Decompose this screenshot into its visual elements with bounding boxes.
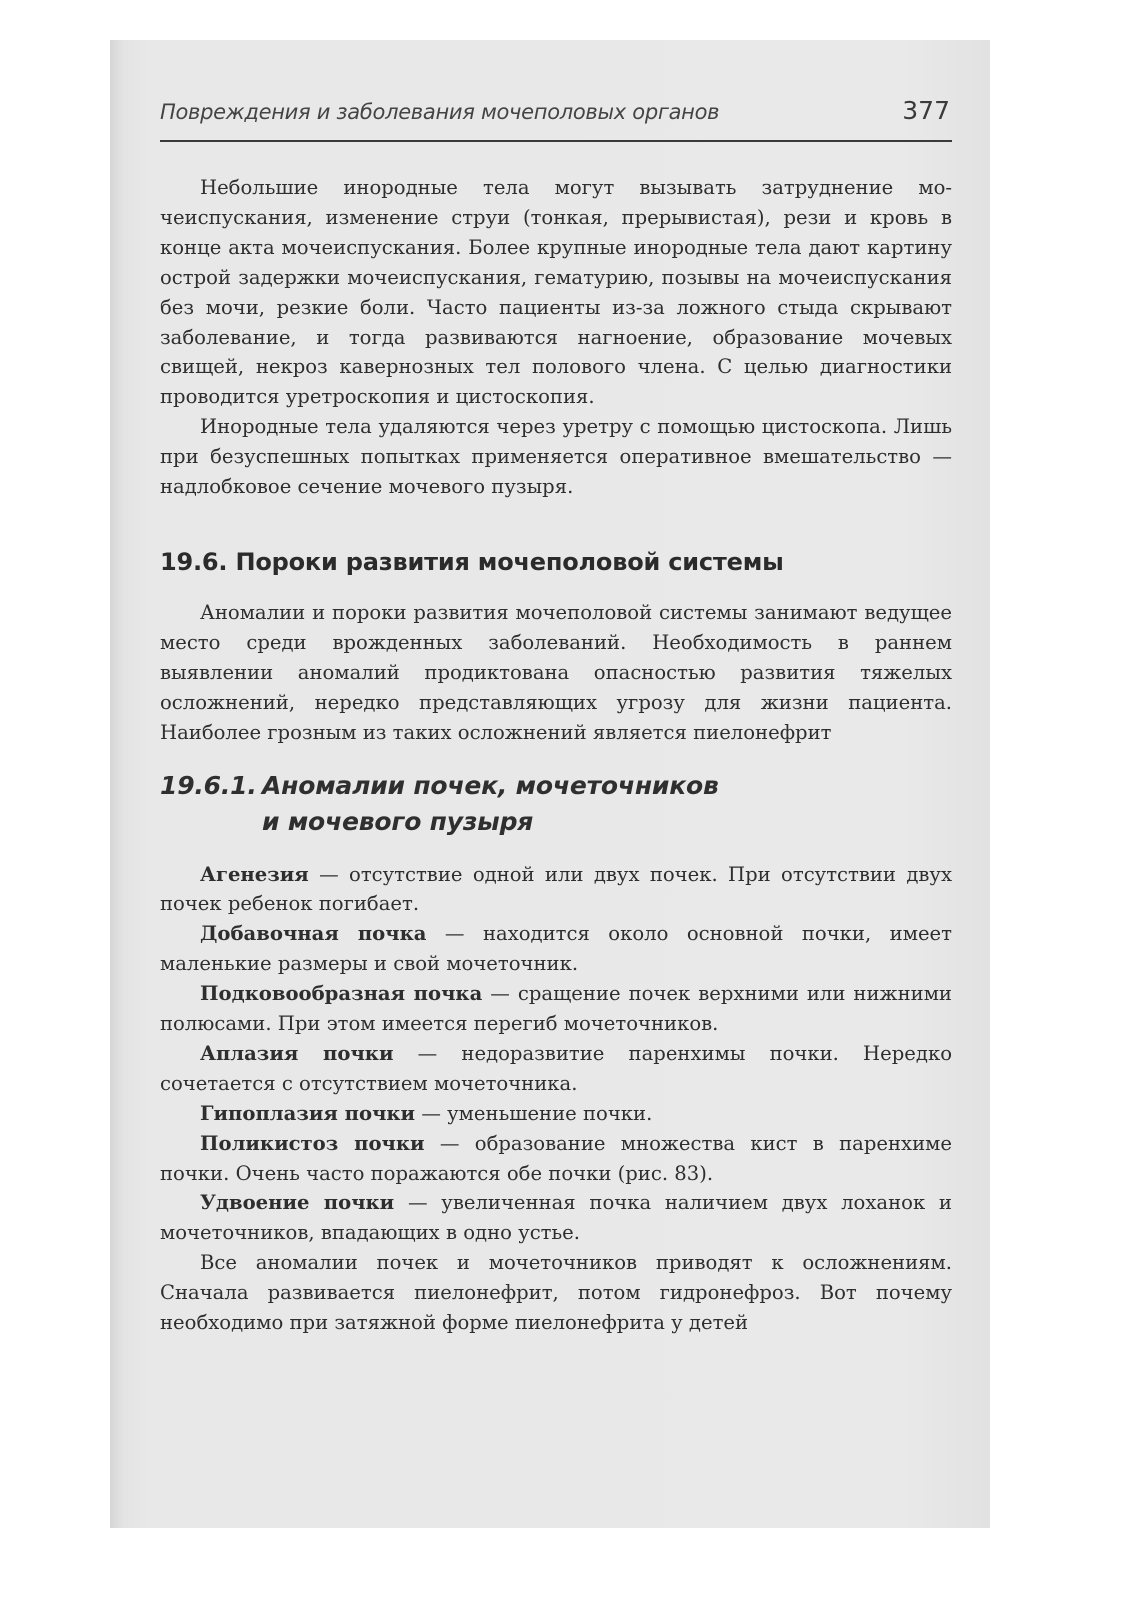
definition-text: — уменьшение почки. [415, 1101, 653, 1125]
definition-term: Аплазия почки [200, 1041, 394, 1065]
definition-term: Гипоплазия почки [200, 1101, 416, 1125]
section-heading: 19.6. Пороки развития мочеполовой системы [160, 547, 784, 576]
subsection-number: 19.6.1. [160, 770, 257, 800]
definition-text: — сращение почек верхними или нижними полюсами. При этом имеется перегиб мочеточников. [160, 982, 952, 1036]
definition-text: — находится около основной почки, имеет маленькие размеры и свой мочеточник. [160, 922, 952, 976]
subsection-heading [160, 768, 952, 840]
definition-text: — отсутствие одной или двух почек. При отсутствии двух почек ребенок погибает. [160, 862, 952, 916]
definition-item [160, 979, 952, 1039]
paragraph: Инородные тела удаляются через уретру с помощью цистоскопа. Лишь при безуспешных попытках применяется оперативное вмешательство — надлобковое сечение мочевого пузыря. [160, 415, 952, 499]
definition-text: — образование множества кист в паренхиме почки. Очень часто поражаются обе почки (рис. 83). [160, 1131, 952, 1185]
paragraph: Все аномалии почек и мочеточников приводят к осложнениям. Сначала развивается пиелонефрит, потом гидронефроз. Вот почему необходимо при затяжной форме пиелонефрита у детей [160, 1251, 952, 1335]
subsection-title-line-1: Аномалии почек, мочеточников [262, 770, 719, 800]
definition-term: Подковообразная почка [200, 982, 483, 1006]
paragraph: Аномалии и пороки развития мочеполовой системы занимают ведущее место среди врожденных заболеваний. Необходимость в раннем выявлении аномалий продиктована опасностью развития тяжелых осложнений, нередко представляющих угрозу для жизни пациента. Наиболее грозным из таких осложнений является пиелонефрит [160, 600, 952, 744]
page-number: 377 [902, 96, 950, 125]
definition-item [160, 1099, 952, 1129]
definition-term: Добавочная почка [200, 922, 427, 946]
running-title: Повреждения и заболевания мочеполовых органов [160, 100, 720, 124]
running-header [160, 98, 952, 142]
paragraph: Небольшие инородные тела могут вызывать затруднение мочеиспускания, изменение струи (тонкая, прерывистая), рези и кровь в конце акта мочеиспускания. Более крупные инородные тела дают картину острой задержки мочеиспускания, гематурию, позывы на мочеиспускания без мочи, резкие боли. Часто пациенты из-за ложного стыда скрывают заболевание, и тогда развиваются нагноение, образование мочевых свищей, некроз кавернозных тел полового члена. С целью диагностики проводится уретроскопия и цистоскопия. [160, 176, 952, 409]
subsection-title-line-2: и мочевого пузыря [262, 806, 534, 836]
definition-term: Удвоение почки [200, 1191, 395, 1215]
definition-item [160, 860, 952, 920]
definition-item [160, 1188, 952, 1248]
definition-item [160, 919, 952, 979]
definition-text: — недоразвитие паренхимы почки. Нередко сочетается с отсутствием мочеточника. [160, 1041, 952, 1095]
definition-text: — увеличенная почка наличием двух лоханок и мочеточников, впадающих в одно устье. [160, 1191, 952, 1245]
definition-item [160, 1129, 952, 1189]
definition-item [160, 1039, 952, 1099]
definition-term: Поликистоз почки [200, 1131, 425, 1155]
definition-term: Агенезия [200, 862, 309, 886]
book-page [160, 98, 952, 1338]
